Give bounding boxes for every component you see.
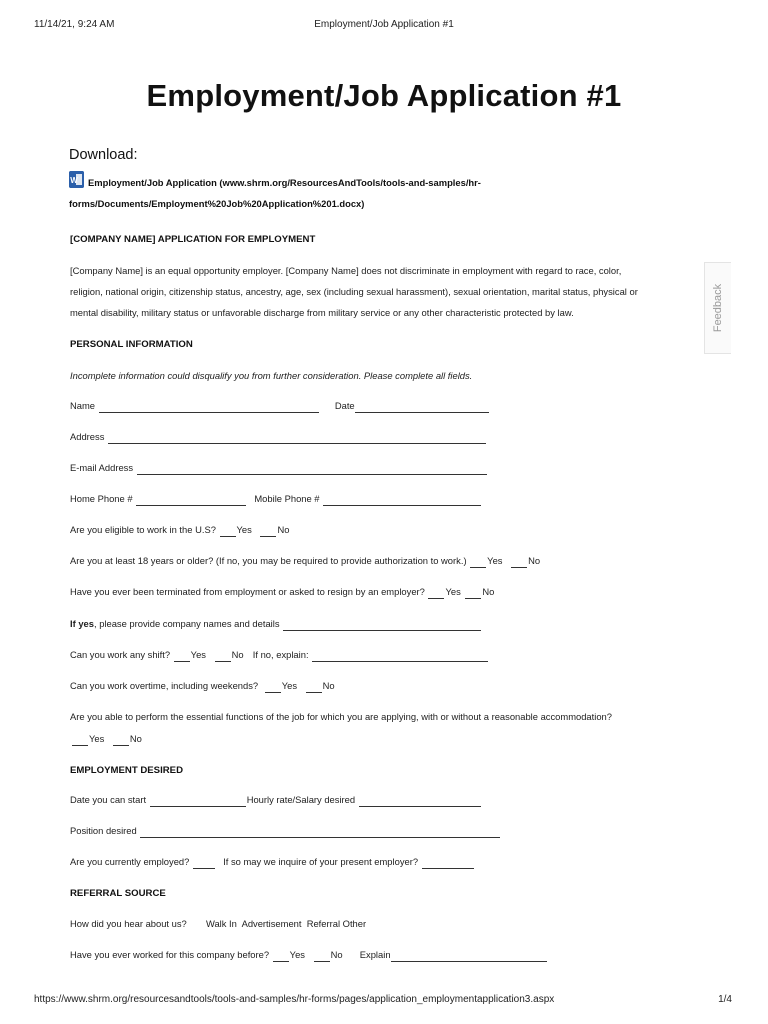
shift-yes-blank[interactable] (174, 650, 190, 662)
terminated-yes-label: Yes (445, 586, 461, 597)
hear-about-row (70, 917, 366, 931)
explain-field[interactable] (391, 950, 547, 962)
terminated-question: Have you ever been terminated from employment or asked to resign by an employer? (70, 586, 425, 597)
print-page-title: Employment/Job Application #1 (314, 19, 454, 30)
email-label: E-mail Address (70, 462, 134, 473)
download-link-line2[interactable]: forms/Documents/Employment%20Job%20Application%201.docx) (69, 198, 365, 209)
word-document-icon[interactable] (69, 171, 84, 188)
home-phone-field[interactable] (136, 494, 246, 506)
email-row (70, 461, 488, 475)
feedback-tab[interactable] (704, 262, 731, 354)
date-field[interactable] (355, 401, 489, 413)
essential-yes-blank[interactable] (72, 734, 88, 746)
start-date-label: Date you can start (70, 794, 147, 805)
if-yes-row (70, 617, 482, 631)
explain-label: Explain (359, 949, 391, 960)
shift-question: Can you work any shift? (70, 649, 171, 660)
shift-no-label: No (231, 649, 244, 660)
overtime-no-label: No (322, 680, 335, 691)
shift-explain-field[interactable] (312, 650, 488, 662)
eeo-line-1: [Company Name] is an equal opportunity employer. [Company Name] does not discriminate in employment with regard to race, color, (70, 265, 622, 276)
position-row (70, 824, 501, 838)
start-date-field[interactable] (150, 795, 246, 807)
download-link[interactable] (69, 172, 518, 214)
inquire-field[interactable] (422, 857, 474, 869)
essential-no-blank[interactable] (113, 734, 129, 746)
address-field[interactable] (108, 432, 486, 444)
print-url: https://www.shrm.org/resourcesandtools/tools-and-samples/hr-forms/pages/application_employmentapplication3.aspx (34, 994, 555, 1005)
employment-desired-heading: EMPLOYMENT DESIRED (70, 765, 184, 776)
shift-no-blank[interactable] (215, 650, 231, 662)
terminated-row (70, 585, 494, 599)
eligible-yes-blank[interactable] (220, 525, 236, 537)
worked-yes-blank[interactable] (273, 950, 289, 962)
svg-text:W: W (70, 176, 78, 185)
feedback-label[interactable]: Feedback (712, 283, 724, 333)
essential-row (70, 710, 612, 724)
essential-yes-label: Yes (89, 733, 105, 744)
age-yes-label: Yes (487, 555, 503, 566)
worked-before-question: Have you ever worked for this company before? (70, 949, 270, 960)
currently-employed-field[interactable] (193, 857, 215, 869)
currently-employed-question: Are you currently employed? (70, 856, 190, 867)
terminated-no-blank[interactable] (465, 587, 481, 599)
incomplete-note: Incomplete information could disqualify you from further consideration. Please complete all fields. (70, 370, 473, 381)
hear-about-question: How did you hear about us? (70, 918, 187, 929)
email-field[interactable] (137, 463, 487, 475)
eeo-line-3: mental disability, military status or unfavorable discharge from military service or any other characteristic protected by law. (70, 307, 574, 318)
page-number: 1/4 (718, 994, 732, 1005)
overtime-question: Can you work overtime, including weekends? (70, 680, 259, 691)
mobile-phone-label: Mobile Phone # (254, 493, 320, 504)
overtime-no-blank[interactable] (306, 681, 322, 693)
eligible-row (70, 523, 289, 537)
position-label: Position desired (70, 825, 137, 836)
terminated-yes-blank[interactable] (428, 587, 444, 599)
age-yes-blank[interactable] (470, 556, 486, 568)
overtime-yes-blank[interactable] (265, 681, 281, 693)
name-date-row (70, 399, 490, 413)
start-rate-row (70, 793, 482, 807)
position-field[interactable] (140, 826, 500, 838)
currently-employed-row (70, 855, 475, 869)
shift-explain-label: If no, explain: (252, 649, 309, 660)
eeo-paragraph (70, 260, 690, 323)
eligible-question: Are you eligible to work in the U.S? (70, 524, 216, 535)
worked-yes-label: Yes (289, 949, 305, 960)
inquire-question: If so may we inquire of your present employer? (223, 856, 419, 867)
essential-answer-row (70, 732, 142, 746)
download-link-line1[interactable]: Employment/Job Application (www.shrm.org/ResourcesAndTools/tools-and-samples/hr- (88, 177, 481, 188)
worked-no-label: No (330, 949, 343, 960)
rate-field[interactable] (359, 795, 481, 807)
overtime-yes-label: Yes (281, 680, 298, 691)
eligible-no-blank[interactable] (260, 525, 276, 537)
if-yes-label: If yes, please provide company names and details (70, 618, 280, 629)
shift-yes-label: Yes (190, 649, 206, 660)
age-row (70, 554, 540, 568)
age-question: Are you at least 18 years or older? (If no, you may be required to provide authorization to work.) (70, 555, 467, 566)
eligible-no-label: No (277, 524, 290, 535)
worked-no-blank[interactable] (314, 950, 330, 962)
rate-label: Hourly rate/Salary desired (246, 794, 356, 805)
name-field[interactable] (99, 401, 319, 413)
company-heading: [COMPANY NAME] APPLICATION FOR EMPLOYMENT (70, 234, 316, 245)
address-label: Address (70, 431, 105, 442)
essential-no-label: No (129, 733, 142, 744)
eeo-line-2: religion, national origin, citizenship status, ancestry, age, sex (including sexual harassment), sexual orientation, marital status, physical or (70, 286, 638, 297)
referral-heading: REFERRAL SOURCE (70, 888, 166, 899)
page-title: Employment/Job Application #1 (146, 78, 622, 113)
address-row (70, 430, 487, 444)
age-no-label: No (528, 555, 541, 566)
overtime-row (70, 679, 335, 693)
essential-question: Are you able to perform the essential functions of the job for which you are applying, with or without a reasonable accommodation? (70, 711, 612, 722)
print-datetime: 11/14/21, 9:24 AM (34, 19, 115, 30)
download-heading: Download: (69, 147, 138, 163)
personal-info-heading: PERSONAL INFORMATION (70, 339, 193, 350)
eligible-yes-label: Yes (236, 524, 252, 535)
terminated-no-label: No (482, 586, 495, 597)
home-phone-label: Home Phone # (70, 493, 133, 504)
hear-about-options: Walk In Advertisement Referral Other (205, 918, 367, 929)
company-details-field[interactable] (283, 619, 481, 631)
name-label: Name (70, 400, 96, 411)
mobile-phone-field[interactable] (323, 494, 481, 506)
age-no-blank[interactable] (511, 556, 527, 568)
worked-before-row (70, 948, 548, 962)
phone-row (70, 492, 482, 506)
date-label: Date (334, 400, 355, 411)
shift-row (70, 648, 489, 662)
